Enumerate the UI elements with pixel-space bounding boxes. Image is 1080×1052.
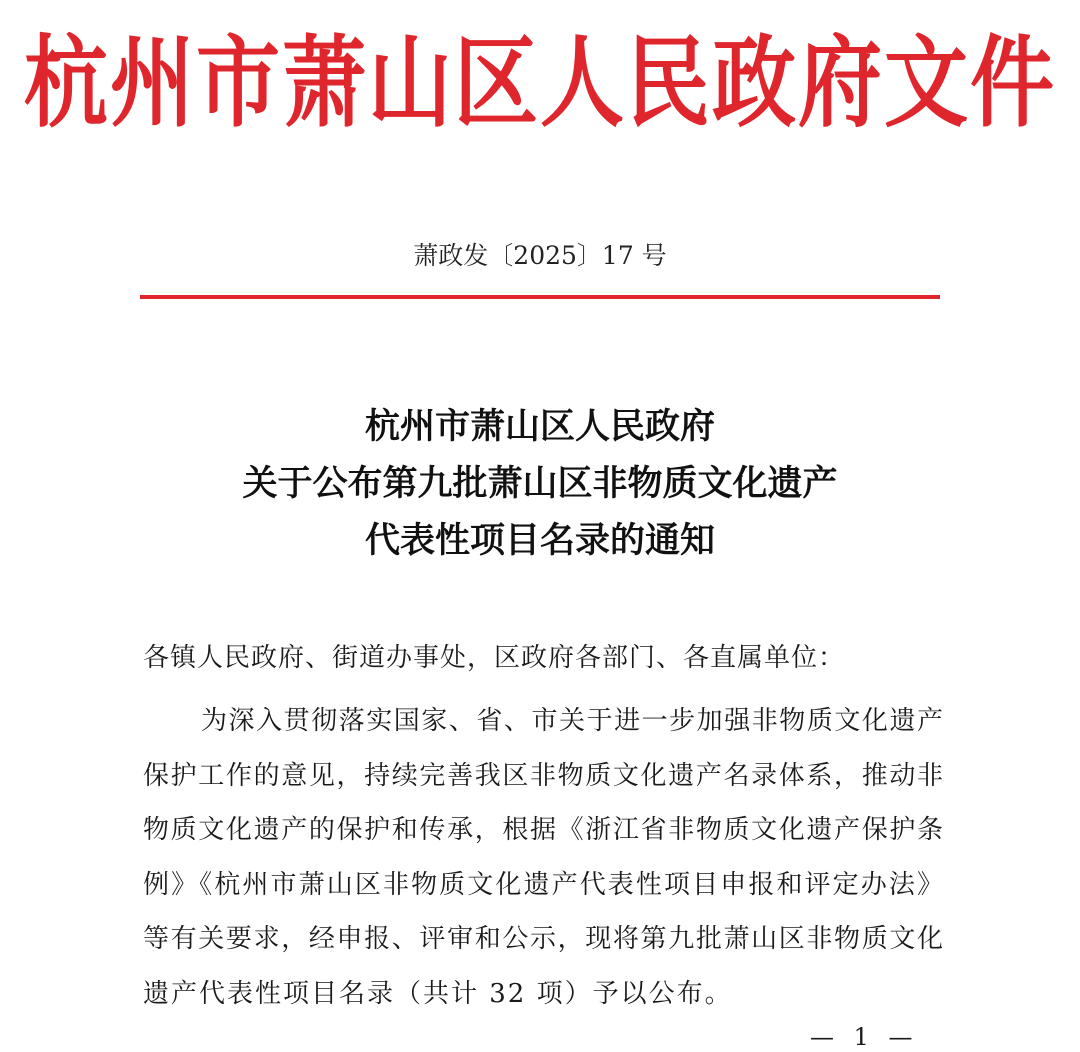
red-divider-line (140, 295, 940, 299)
title-line: 关于公布第九批萧山区非物质文化遗产 (242, 463, 838, 504)
body-paragraph (143, 694, 943, 1021)
addressee-line: 各镇人民政府、街道办事处，区政府各部门、各直属单位： (143, 643, 846, 673)
title-line: 代表性项目名录的通知 (364, 520, 715, 561)
title-line: 杭州市萧山区人民政府 (364, 406, 715, 447)
body-line: 保护工作的意见，持续完善我区非物质文化遗产名录体系，推动非 (143, 760, 943, 791)
page-number: — 1 — (810, 1023, 919, 1051)
body-line: 等有关要求，经申报、评审和公示，现将第九批萧山区非物质文化 (143, 924, 943, 954)
notice-title (0, 398, 1080, 569)
body-line: 例》《杭州市萧山区非物质文化遗产代表性项目申报和评定办法》 (143, 869, 943, 900)
body-line: 为深入贯彻落实国家、省、市关于进一步加强非物质文化遗产 (201, 706, 943, 736)
body-line: 物质文化遗产的保护和传承，根据《浙江省非物质文化遗产保护条 (143, 815, 943, 845)
masthead-title: 杭州市萧山区人民政府文件 (23, 25, 1056, 141)
document-number: 萧政发〔2025〕17 号 (413, 241, 667, 270)
body-line: 遗产代表性项目名录（共计 32 项）予以公布。 (143, 978, 733, 1009)
